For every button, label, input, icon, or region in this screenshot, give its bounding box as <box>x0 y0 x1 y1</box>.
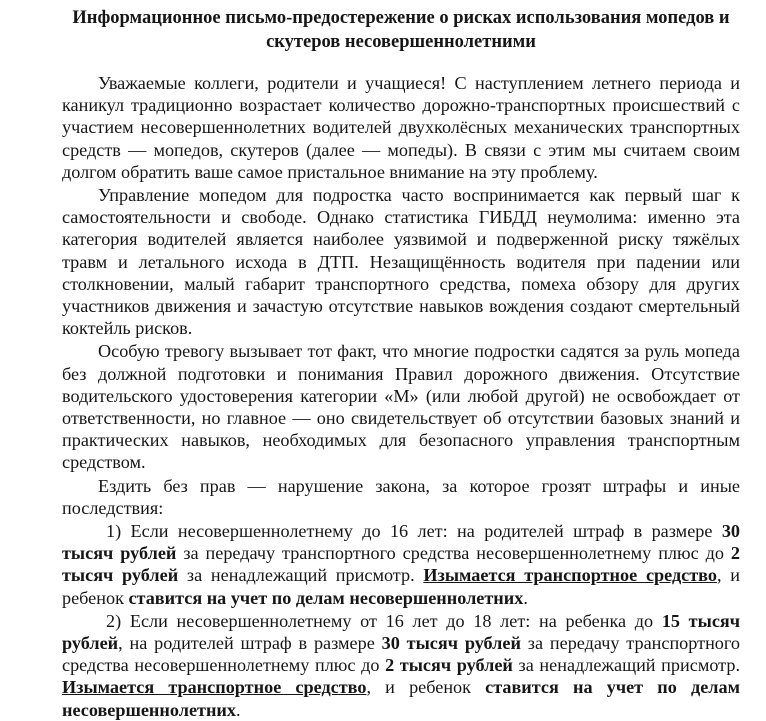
item2-registration: ставится на учет по делам несовершеннолетних <box>62 677 740 720</box>
item1-text-3: за ненадлежащий присмотр. <box>178 565 424 586</box>
penalty-item-16-to-18 <box>62 610 740 721</box>
document-title <box>62 6 740 54</box>
item2-bold-child-fine: 15 тысяч рублей <box>62 610 740 654</box>
title-line-2: скутеров несовершеннолетними <box>266 32 536 52</box>
item1-text-2: за передачу транспортного средства несовершеннолетнему плюс до <box>176 543 731 564</box>
item1-bold-supervision-fine: 2 тысяч рублей <box>62 543 740 586</box>
item2-bold-parent-fine: 30 тысяч рублей <box>381 633 521 654</box>
item2-bold-supervision-fine: 2 тысяч рублей <box>385 655 513 676</box>
item2-text-5: , и ребенок <box>366 677 486 698</box>
item1-text-5: . <box>523 587 528 608</box>
paragraph-concern: Особую тревогу вызывает тот факт, что многие подростки садятся за руль мопеда без должной подготовки и понимания Правил дорожного движения. Отсутствие водительского удостоверения категории «М» (или любой другой) не освобождает от ответственности, но главное — оно свидетельствует об отсутствии базовых знаний и практических навыков, необходимых для безопасного управления транспортным средством. <box>62 341 740 473</box>
item2-text-4: за ненадлежащий присмотр. <box>512 655 740 676</box>
item1-registration: ставится на учет по делам несовершеннолетних <box>128 587 524 608</box>
item1-bold-fine: 30 тысяч рублей <box>62 521 740 564</box>
paragraph-statistics: Управление мопедом для подростка часто воспринимается как первый шаг к самостоятельности и свободе. Однако статистика ГИБДД неумолима: именно эта категория водителей является наиболее уязвимой и подверженной риску тяжёлых травм и летального исхода в ДТП. Незащищённость водителя при падении или столкновении, малый габарит транспортного средства, помеха обзору для других участников движения и зачастую отсутствие навыков вождения создают смертельный коктейль рисков. <box>62 185 740 339</box>
penalty-item-under-16 <box>62 520 740 609</box>
item2-text-3: за передачу транспортного средства несовершеннолетнему плюс до <box>62 633 741 676</box>
paragraph-greeting: Уважаемые коллеги, родители и учащиеся! С наступлением летнего периода и каникул традиционно возрастает количество дорожно-транспортных происшествий с участием несовершеннолетних водителей двухколёсных механических транспортных средств — мопедов, скутеров (далее — мопеды). В связи с этим мы считаем своим долгом обратить ваше самое пристальное внимание на эту проблему. <box>62 73 740 182</box>
title-line-1: Информационное письмо-предостережение о рисках использования мопедов и <box>72 8 730 28</box>
item1-vehicle-seized: Изымается транспортное средство <box>423 565 717 586</box>
item2-text-1: 2) Если несовершеннолетнему от 16 лет до 18 лет: на ребенка до <box>106 610 662 631</box>
item2-text-2: , на родителей штраф в размере <box>118 633 382 654</box>
item1-text-1: 1) Если несовершеннолетнему до 16 лет: на родителей штраф в размере <box>106 521 722 542</box>
item2-text-6: . <box>236 699 241 720</box>
item2-vehicle-seized: Изымается транспортное средство <box>62 677 367 698</box>
paragraph-penalties-intro: Ездить без прав — нарушение закона, за которое грозят штрафы и иные последствия: <box>62 475 740 518</box>
item1-text-4: , и ребенок <box>62 565 740 608</box>
